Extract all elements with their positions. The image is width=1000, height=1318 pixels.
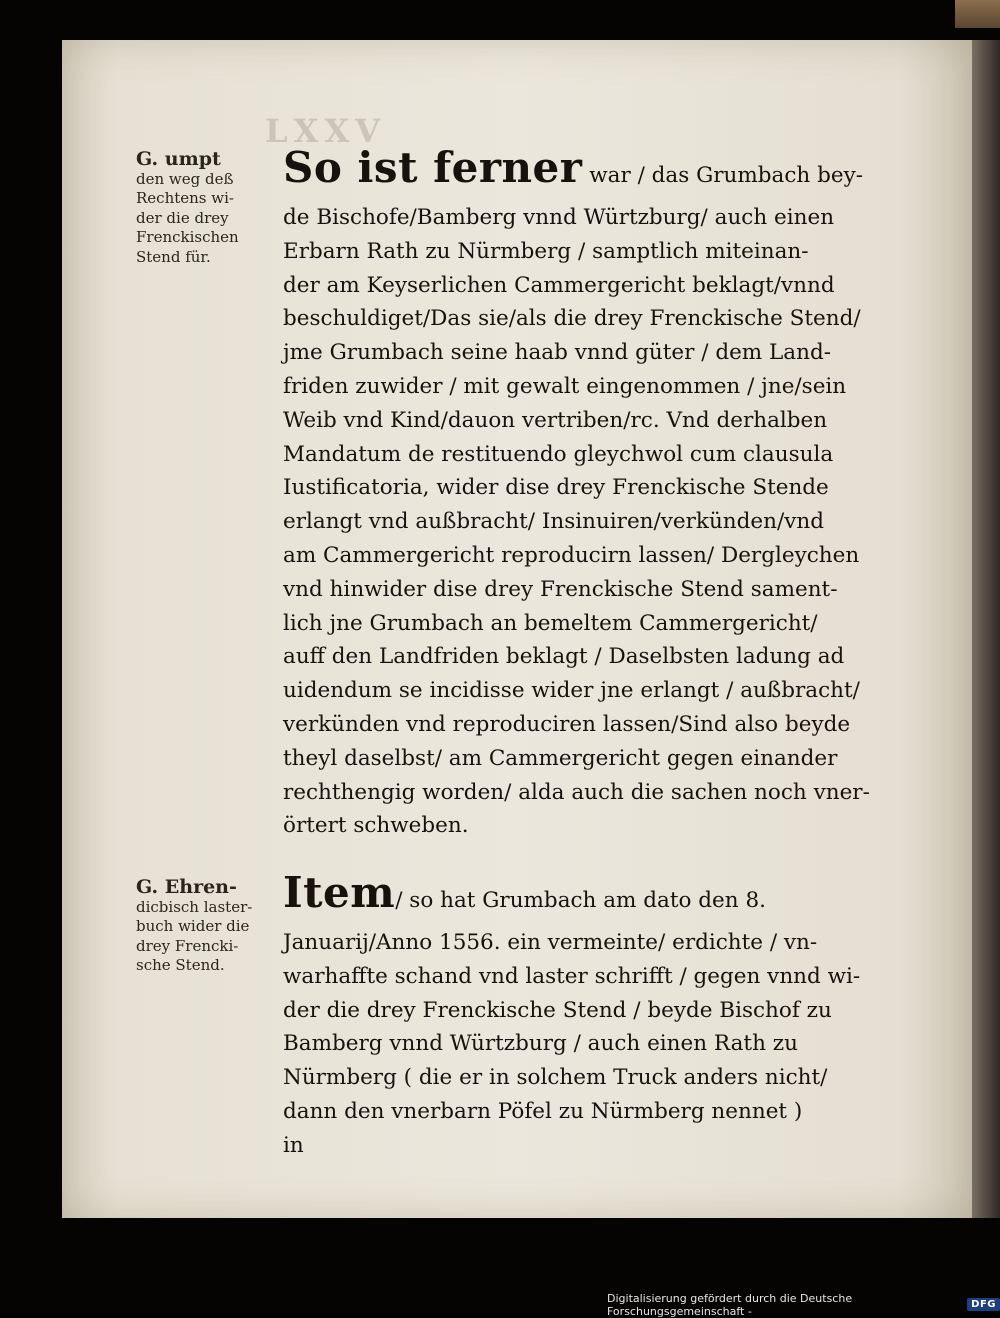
margin-note-line: buch wider die — [136, 917, 250, 935]
dfg-logo: DFG — [967, 1298, 1000, 1311]
text-line: Bamberg vnnd Würtzburg / auch einen Rath zu — [283, 1031, 798, 1057]
margin-note-line: drey Frencki- — [136, 936, 239, 955]
paragraph-lead-rest: / so hat Grumbach am dato den 8. — [395, 888, 766, 913]
margin-note-line: Stend für. — [136, 247, 211, 266]
paragraph-lead: So ist ferner — [283, 143, 583, 192]
footer-text: Digitalisierung gefördert durch die Deutsche Forschungsgemeinschaft - — [607, 1291, 853, 1318]
text-line: friden zuwider / mit gewalt eingenommen / jne/sein — [283, 373, 847, 399]
digitization-footer — [607, 1291, 1000, 1318]
text-line: vnd hinwider dise drey Frenckische Stend sament- — [283, 576, 838, 602]
text-line: der am Keyserlichen Cammergericht beklagt/vnnd — [283, 272, 835, 298]
paragraph-first-line — [283, 143, 943, 201]
margin-note-line: sche Stend. — [136, 956, 225, 974]
text-line: Iustificatoria, wider dise drey Frenckische Stende — [283, 475, 829, 501]
text-line: am Cammergericht reproducirn lassen/ Dergleychen — [283, 542, 860, 568]
text-line: lich jne Grumbach an bemeltem Cammergericht/ — [283, 610, 818, 636]
text-line: auff den Landfriden beklagt / Daselbsten ladung ad — [283, 644, 845, 670]
margin-note-line: der die drey — [136, 208, 229, 227]
book-corner — [955, 0, 1000, 28]
margin-note-line: G. Ehren- — [136, 876, 237, 898]
text-line: jme Grumbach seine haab vnnd güter / dem Land- — [283, 340, 831, 366]
margin-note-line: den weg deß — [136, 169, 234, 188]
margin-note-1 — [136, 150, 271, 267]
text-line: rechthengig worden/ alda auch die sachen noch vner- — [283, 779, 870, 805]
text-line: theyl daselbst/ am Cammergericht gegen einander — [283, 745, 838, 771]
margin-note-line: dicbisch laster- — [136, 897, 253, 916]
text-line: Mandatum de restituendo gleychwol cum clausula — [283, 441, 834, 467]
paragraph-2 — [283, 868, 943, 1163]
text-line: verkünden vnd reproduciren lassen/Sind also beyde — [283, 711, 851, 737]
text-line: Weib vnd Kind/dauon vertriben/rc. Vnd derhalben — [283, 407, 828, 433]
margin-note-line: Frenckischen — [136, 228, 239, 246]
paragraph-lead-rest: war / das Grumbach bey- — [582, 163, 863, 188]
margin-note-line: G. umpt — [136, 148, 221, 170]
paragraph-lead: Item — [283, 868, 396, 917]
text-line: Erbarn Rath zu Nürmberg / samptlich miteinan- — [283, 238, 809, 264]
text-line: örtert schweben. — [283, 813, 469, 839]
text-line: Januarij/Anno 1556. ein vermeinte/ erdichte / vn- — [283, 930, 818, 955]
margin-note-line: Rechtens wi- — [136, 189, 234, 207]
text-line: de Bischofe/Bamberg vnnd Würtzburg/ auch einen — [283, 205, 835, 230]
paragraph-1 — [283, 143, 943, 843]
margin-note-2 — [136, 878, 271, 976]
text-line: der die drey Frenckische Stend / beyde Bischof zu — [283, 997, 832, 1023]
text-line: erlangt vnd außbracht/ Insinuiren/verkünden/vnd — [283, 509, 824, 535]
text-line: beschuldiget/Das sie/als die drey Frenckische Stend/ — [283, 306, 861, 332]
text-line: dann den vnerbarn Pöfel zu Nürmberg nennet ) — [283, 1098, 803, 1124]
text-line: in — [283, 1132, 304, 1158]
text-line: warhaffte schand vnd laster schrifft / gegen vnnd wi- — [283, 963, 861, 989]
text-line: uidendum se incidisse wider jne erlangt / außbracht/ — [283, 678, 860, 704]
paragraph-first-line — [283, 868, 943, 926]
text-line: Nürmberg ( die er in solchem Truck anders nicht/ — [283, 1065, 828, 1091]
page-edge — [972, 40, 1000, 1218]
folio-number: LXXV — [265, 112, 386, 150]
